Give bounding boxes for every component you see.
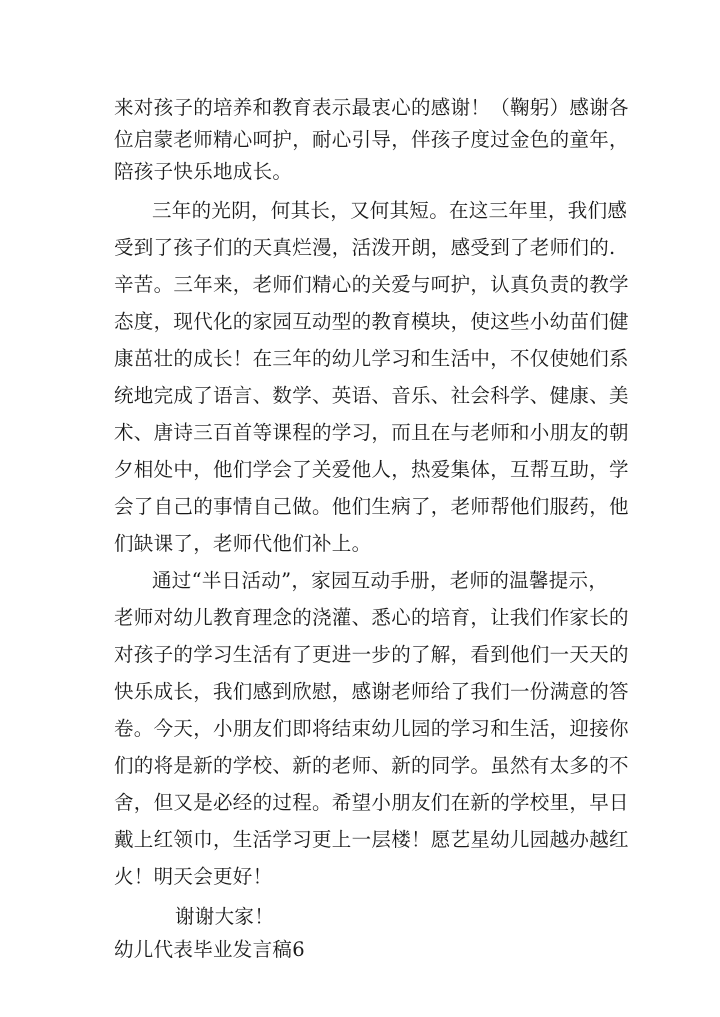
text-line: 术、唐诗三百首等课程的学习，而且在与老师和小朋友的朝	[114, 421, 629, 444]
text-line: 火！明天会更好！	[114, 865, 273, 888]
text-line: 来对孩子的培养和教育表示最衷心的感谢！（鞠躬）感谢各	[114, 96, 629, 119]
paragraph-start-line: 通过“半日活动”，家园互动手册，老师的温馨提示，	[152, 569, 609, 592]
text-line: 们的将是新的学校、新的老师、新的同学。虽然有太多的不	[114, 754, 629, 777]
section-heading: 幼儿代表毕业发言稿6	[114, 938, 305, 961]
text-line: 卷。今天，小朋友们即将结束幼儿园的学习和生活，迎接你	[114, 717, 629, 740]
text-line: 位启蒙老师精心呵护，耐心引导，伴孩子度过金色的童年，	[114, 128, 629, 151]
text-line: 戴上红领巾，生活学习更上一层楼！愿艺星幼儿园越办越红	[114, 828, 629, 851]
text-line: 统地完成了语言、数学、英语、音乐、社会科学、健康、美	[114, 384, 629, 407]
paragraph-start-line: 三年的光阴，何其长，又何其短。在这三年里，我们感	[152, 199, 628, 222]
text-line: 舍，但又是必经的过程。希望小朋友们在新的学校里，早日	[114, 791, 629, 814]
text-line: 对孩子的学习生活有了更进一步的了解，看到他们一天天的	[114, 643, 629, 666]
text-line: 辛苦。三年来，老师们精心的关爱与呵护，认真负责的教学	[114, 273, 629, 296]
text-line: 老师对幼儿教育理念的浇灌、悉心的培育，让我们作家长的	[114, 606, 629, 629]
text-line: 夕相处中，他们学会了关爱他人，热爱集体，互帮互助，学	[114, 458, 629, 481]
text-line: 态度，现代化的家园互动型的教育模块，使这些小幼苗们健	[114, 310, 629, 333]
text-line: 快乐成长，我们感到欣慰，感谢老师给了我们一份满意的答	[114, 680, 629, 703]
text-line: 陪孩子快乐地成长。	[114, 160, 293, 183]
text-line: 们缺课了，老师代他们补上。	[114, 532, 372, 555]
text-line: 康茁壮的成长！在三年的幼儿学习和生活中，不仅使她们系	[114, 347, 629, 370]
text-line: 会了自己的事情自己做。他们生病了，老师帮他们服药，他	[114, 495, 629, 518]
closing-thanks: 谢谢大家！	[175, 905, 275, 928]
text-line: 受到了孩子们的天真烂漫，活泼开朗，感受到了老师们的.	[114, 236, 616, 259]
